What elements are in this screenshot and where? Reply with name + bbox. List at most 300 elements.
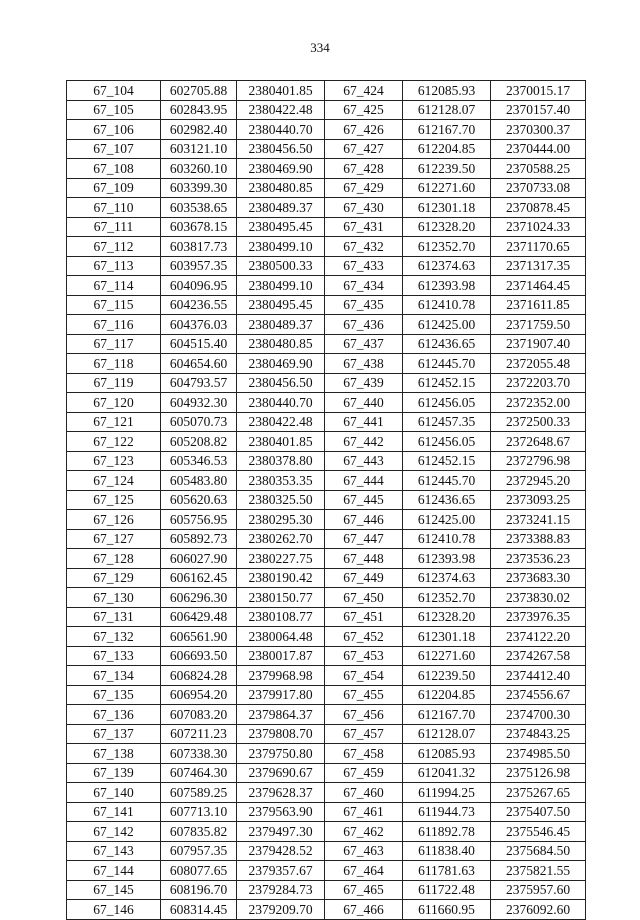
table-row (67, 490, 586, 510)
x-coord-cell: 606162.45 (161, 568, 237, 588)
x-coord-cell: 607338.30 (161, 744, 237, 764)
point-id-cell: 67_466 (325, 900, 403, 920)
y-coord-cell: 2375821.55 (491, 861, 586, 881)
x-coord-cell: 612456.05 (403, 393, 491, 413)
y-coord-cell: 2375126.98 (491, 763, 586, 783)
point-id-cell: 67_127 (67, 529, 161, 549)
table-row (67, 783, 586, 803)
point-id-cell: 67_130 (67, 588, 161, 608)
x-coord-cell: 612301.18 (403, 198, 491, 218)
x-coord-cell: 602843.95 (161, 100, 237, 120)
x-coord-cell: 612271.60 (403, 646, 491, 666)
point-id-cell: 67_141 (67, 802, 161, 822)
table-row (67, 549, 586, 569)
x-coord-cell: 607083.20 (161, 705, 237, 725)
point-id-cell: 67_443 (325, 451, 403, 471)
y-coord-cell: 2379209.70 (237, 900, 325, 920)
point-id-cell: 67_123 (67, 451, 161, 471)
x-coord-cell: 606429.48 (161, 607, 237, 627)
x-coord-cell: 612204.85 (403, 139, 491, 159)
point-id-cell: 67_124 (67, 471, 161, 491)
y-coord-cell: 2380262.70 (237, 529, 325, 549)
point-id-cell: 67_119 (67, 373, 161, 393)
point-id-cell: 67_126 (67, 510, 161, 530)
table-row (67, 81, 586, 101)
x-coord-cell: 612374.63 (403, 256, 491, 276)
point-id-cell: 67_120 (67, 393, 161, 413)
x-coord-cell: 612445.70 (403, 354, 491, 374)
x-coord-cell: 604654.60 (161, 354, 237, 374)
point-id-cell: 67_440 (325, 393, 403, 413)
y-coord-cell: 2372648.67 (491, 432, 586, 452)
y-coord-cell: 2380378.80 (237, 451, 325, 471)
page-number: 334 (310, 40, 330, 55)
x-coord-cell: 606296.30 (161, 588, 237, 608)
y-coord-cell: 2374843.25 (491, 724, 586, 744)
x-coord-cell: 604932.30 (161, 393, 237, 413)
x-coord-cell: 611944.73 (403, 802, 491, 822)
point-id-cell: 67_144 (67, 861, 161, 881)
x-coord-cell: 606954.20 (161, 685, 237, 705)
point-id-cell: 67_434 (325, 276, 403, 296)
x-coord-cell: 612167.70 (403, 705, 491, 725)
y-coord-cell: 2370444.00 (491, 139, 586, 159)
x-coord-cell: 611781.63 (403, 861, 491, 881)
x-coord-cell: 612457.35 (403, 412, 491, 432)
point-id-cell: 67_460 (325, 783, 403, 803)
table-row (67, 315, 586, 335)
x-coord-cell: 612041.32 (403, 763, 491, 783)
point-id-cell: 67_132 (67, 627, 161, 647)
y-coord-cell: 2379917.80 (237, 685, 325, 705)
x-coord-cell: 612128.07 (403, 724, 491, 744)
y-coord-cell: 2370157.40 (491, 100, 586, 120)
point-id-cell: 67_433 (325, 256, 403, 276)
y-coord-cell: 2375546.45 (491, 822, 586, 842)
point-id-cell: 67_447 (325, 529, 403, 549)
x-coord-cell: 608077.65 (161, 861, 237, 881)
table-row (67, 510, 586, 530)
table-row (67, 802, 586, 822)
y-coord-cell: 2374556.67 (491, 685, 586, 705)
x-coord-cell: 607589.25 (161, 783, 237, 803)
x-coord-cell: 605208.82 (161, 432, 237, 452)
point-id-cell: 67_432 (325, 237, 403, 257)
table-row (67, 744, 586, 764)
y-coord-cell: 2375684.50 (491, 841, 586, 861)
x-coord-cell: 612085.93 (403, 744, 491, 764)
x-coord-cell: 612328.20 (403, 607, 491, 627)
table-row (67, 685, 586, 705)
y-coord-cell: 2372945.20 (491, 471, 586, 491)
x-coord-cell: 607835.82 (161, 822, 237, 842)
y-coord-cell: 2379284.73 (237, 880, 325, 900)
y-coord-cell: 2373683.30 (491, 568, 586, 588)
x-coord-cell: 612425.00 (403, 510, 491, 530)
y-coord-cell: 2380325.50 (237, 490, 325, 510)
table-row (67, 705, 586, 725)
y-coord-cell: 2374700.30 (491, 705, 586, 725)
y-coord-cell: 2379808.70 (237, 724, 325, 744)
table-row (67, 900, 586, 920)
table-row (67, 568, 586, 588)
x-coord-cell: 612410.78 (403, 529, 491, 549)
table-row (67, 822, 586, 842)
point-id-cell: 67_451 (325, 607, 403, 627)
y-coord-cell: 2371759.50 (491, 315, 586, 335)
point-id-cell: 67_134 (67, 666, 161, 686)
point-id-cell: 67_135 (67, 685, 161, 705)
x-coord-cell: 612128.07 (403, 100, 491, 120)
y-coord-cell: 2379428.52 (237, 841, 325, 861)
y-coord-cell: 2380456.50 (237, 373, 325, 393)
table-row (67, 217, 586, 237)
point-id-cell: 67_446 (325, 510, 403, 530)
point-id-cell: 67_458 (325, 744, 403, 764)
y-coord-cell: 2380295.30 (237, 510, 325, 530)
table-row (67, 588, 586, 608)
point-id-cell: 67_463 (325, 841, 403, 861)
point-id-cell: 67_117 (67, 334, 161, 354)
coordinates-table-body (67, 81, 586, 920)
x-coord-cell: 605483.80 (161, 471, 237, 491)
y-coord-cell: 2372203.70 (491, 373, 586, 393)
point-id-cell: 67_122 (67, 432, 161, 452)
table-row (67, 237, 586, 257)
y-coord-cell: 2379497.30 (237, 822, 325, 842)
x-coord-cell: 612085.93 (403, 81, 491, 101)
point-id-cell: 67_142 (67, 822, 161, 842)
y-coord-cell: 2380456.50 (237, 139, 325, 159)
x-coord-cell: 606027.90 (161, 549, 237, 569)
point-id-cell: 67_145 (67, 880, 161, 900)
point-id-cell: 67_104 (67, 81, 161, 101)
table-row (67, 880, 586, 900)
point-id-cell: 67_435 (325, 295, 403, 315)
table-row (67, 841, 586, 861)
y-coord-cell: 2380227.75 (237, 549, 325, 569)
x-coord-cell: 602705.88 (161, 81, 237, 101)
x-coord-cell: 612239.50 (403, 666, 491, 686)
point-id-cell: 67_139 (67, 763, 161, 783)
table-row (67, 256, 586, 276)
y-coord-cell: 2380495.45 (237, 217, 325, 237)
x-coord-cell: 608196.70 (161, 880, 237, 900)
y-coord-cell: 2370588.25 (491, 159, 586, 179)
x-coord-cell: 611722.48 (403, 880, 491, 900)
point-id-cell: 67_105 (67, 100, 161, 120)
table-row (67, 451, 586, 471)
point-id-cell: 67_143 (67, 841, 161, 861)
x-coord-cell: 606824.28 (161, 666, 237, 686)
y-coord-cell: 2380489.37 (237, 198, 325, 218)
point-id-cell: 67_137 (67, 724, 161, 744)
y-coord-cell: 2372055.48 (491, 354, 586, 374)
point-id-cell: 67_111 (67, 217, 161, 237)
y-coord-cell: 2380401.85 (237, 432, 325, 452)
point-id-cell: 67_116 (67, 315, 161, 335)
point-id-cell: 67_448 (325, 549, 403, 569)
point-id-cell: 67_454 (325, 666, 403, 686)
table-row (67, 276, 586, 296)
table-row (67, 373, 586, 393)
x-coord-cell: 612452.15 (403, 373, 491, 393)
x-coord-cell: 603399.30 (161, 178, 237, 198)
y-coord-cell: 2373241.15 (491, 510, 586, 530)
x-coord-cell: 612271.60 (403, 178, 491, 198)
table-row (67, 334, 586, 354)
y-coord-cell: 2380500.33 (237, 256, 325, 276)
y-coord-cell: 2379357.67 (237, 861, 325, 881)
x-coord-cell: 604376.03 (161, 315, 237, 335)
x-coord-cell: 604096.95 (161, 276, 237, 296)
table-row (67, 198, 586, 218)
x-coord-cell: 604515.40 (161, 334, 237, 354)
y-coord-cell: 2376092.60 (491, 900, 586, 920)
point-id-cell: 67_456 (325, 705, 403, 725)
table-row (67, 607, 586, 627)
point-id-cell: 67_430 (325, 198, 403, 218)
x-coord-cell: 612436.65 (403, 490, 491, 510)
point-id-cell: 67_129 (67, 568, 161, 588)
table-row (67, 627, 586, 647)
point-id-cell: 67_457 (325, 724, 403, 744)
y-coord-cell: 2379628.37 (237, 783, 325, 803)
coordinates-table (66, 80, 586, 920)
y-coord-cell: 2371170.65 (491, 237, 586, 257)
point-id-cell: 67_118 (67, 354, 161, 374)
x-coord-cell: 607464.30 (161, 763, 237, 783)
point-id-cell: 67_429 (325, 178, 403, 198)
x-coord-cell: 607713.10 (161, 802, 237, 822)
x-coord-cell: 603817.73 (161, 237, 237, 257)
y-coord-cell: 2380064.48 (237, 627, 325, 647)
x-coord-cell: 612410.78 (403, 295, 491, 315)
x-coord-cell: 612436.65 (403, 334, 491, 354)
x-coord-cell: 603260.10 (161, 159, 237, 179)
x-coord-cell: 612167.70 (403, 120, 491, 140)
point-id-cell: 67_114 (67, 276, 161, 296)
y-coord-cell: 2379864.37 (237, 705, 325, 725)
y-coord-cell: 2380469.90 (237, 354, 325, 374)
point-id-cell: 67_121 (67, 412, 161, 432)
point-id-cell: 67_431 (325, 217, 403, 237)
point-id-cell: 67_107 (67, 139, 161, 159)
y-coord-cell: 2380480.85 (237, 178, 325, 198)
point-id-cell: 67_437 (325, 334, 403, 354)
table-row (67, 471, 586, 491)
y-coord-cell: 2380469.90 (237, 159, 325, 179)
y-coord-cell: 2370733.08 (491, 178, 586, 198)
point-id-cell: 67_459 (325, 763, 403, 783)
y-coord-cell: 2373093.25 (491, 490, 586, 510)
point-id-cell: 67_439 (325, 373, 403, 393)
point-id-cell: 67_112 (67, 237, 161, 257)
y-coord-cell: 2372352.00 (491, 393, 586, 413)
point-id-cell: 67_106 (67, 120, 161, 140)
point-id-cell: 67_146 (67, 900, 161, 920)
x-coord-cell: 612452.15 (403, 451, 491, 471)
y-coord-cell: 2373536.23 (491, 549, 586, 569)
point-id-cell: 67_450 (325, 588, 403, 608)
x-coord-cell: 606693.50 (161, 646, 237, 666)
x-coord-cell: 612374.63 (403, 568, 491, 588)
y-coord-cell: 2370878.45 (491, 198, 586, 218)
table-row (67, 178, 586, 198)
x-coord-cell: 612204.85 (403, 685, 491, 705)
x-coord-cell: 602982.40 (161, 120, 237, 140)
x-coord-cell: 612393.98 (403, 549, 491, 569)
x-coord-cell: 603678.15 (161, 217, 237, 237)
y-coord-cell: 2374985.50 (491, 744, 586, 764)
point-id-cell: 67_453 (325, 646, 403, 666)
x-coord-cell: 612352.70 (403, 588, 491, 608)
x-coord-cell: 608314.45 (161, 900, 237, 920)
point-id-cell: 67_138 (67, 744, 161, 764)
point-id-cell: 67_131 (67, 607, 161, 627)
point-id-cell: 67_461 (325, 802, 403, 822)
table-row (67, 393, 586, 413)
point-id-cell: 67_110 (67, 198, 161, 218)
table-row (67, 646, 586, 666)
point-id-cell: 67_442 (325, 432, 403, 452)
y-coord-cell: 2379563.90 (237, 802, 325, 822)
point-id-cell: 67_109 (67, 178, 161, 198)
y-coord-cell: 2380495.45 (237, 295, 325, 315)
table-row (67, 295, 586, 315)
x-coord-cell: 612393.98 (403, 276, 491, 296)
x-coord-cell: 605892.73 (161, 529, 237, 549)
y-coord-cell: 2373976.35 (491, 607, 586, 627)
x-coord-cell: 605070.73 (161, 412, 237, 432)
table-row (67, 120, 586, 140)
y-coord-cell: 2371464.45 (491, 276, 586, 296)
table-row (67, 159, 586, 179)
table-row (67, 354, 586, 374)
x-coord-cell: 605756.95 (161, 510, 237, 530)
y-coord-cell: 2380422.48 (237, 100, 325, 120)
x-coord-cell: 612425.00 (403, 315, 491, 335)
point-id-cell: 67_438 (325, 354, 403, 374)
point-id-cell: 67_136 (67, 705, 161, 725)
point-id-cell: 67_427 (325, 139, 403, 159)
point-id-cell: 67_444 (325, 471, 403, 491)
y-coord-cell: 2379690.67 (237, 763, 325, 783)
y-coord-cell: 2380017.87 (237, 646, 325, 666)
y-coord-cell: 2371907.40 (491, 334, 586, 354)
y-coord-cell: 2372500.33 (491, 412, 586, 432)
point-id-cell: 67_462 (325, 822, 403, 842)
y-coord-cell: 2375267.65 (491, 783, 586, 803)
point-id-cell: 67_441 (325, 412, 403, 432)
point-id-cell: 67_445 (325, 490, 403, 510)
y-coord-cell: 2370300.37 (491, 120, 586, 140)
y-coord-cell: 2380422.48 (237, 412, 325, 432)
point-id-cell: 67_425 (325, 100, 403, 120)
point-id-cell: 67_115 (67, 295, 161, 315)
y-coord-cell: 2380353.35 (237, 471, 325, 491)
table-row (67, 666, 586, 686)
point-id-cell: 67_108 (67, 159, 161, 179)
x-coord-cell: 612239.50 (403, 159, 491, 179)
x-coord-cell: 611994.25 (403, 783, 491, 803)
y-coord-cell: 2380440.70 (237, 393, 325, 413)
point-id-cell: 67_125 (67, 490, 161, 510)
y-coord-cell: 2372796.98 (491, 451, 586, 471)
x-coord-cell: 603957.35 (161, 256, 237, 276)
y-coord-cell: 2374412.40 (491, 666, 586, 686)
x-coord-cell: 607957.35 (161, 841, 237, 861)
y-coord-cell: 2380499.10 (237, 237, 325, 257)
x-coord-cell: 603538.65 (161, 198, 237, 218)
x-coord-cell: 605346.53 (161, 451, 237, 471)
point-id-cell: 67_452 (325, 627, 403, 647)
x-coord-cell: 612328.20 (403, 217, 491, 237)
x-coord-cell: 606561.90 (161, 627, 237, 647)
table-row (67, 412, 586, 432)
y-coord-cell: 2370015.17 (491, 81, 586, 101)
point-id-cell: 67_428 (325, 159, 403, 179)
x-coord-cell: 604793.57 (161, 373, 237, 393)
y-coord-cell: 2373830.02 (491, 588, 586, 608)
table-row (67, 724, 586, 744)
table-row (67, 529, 586, 549)
y-coord-cell: 2380108.77 (237, 607, 325, 627)
x-coord-cell: 611660.95 (403, 900, 491, 920)
x-coord-cell: 604236.55 (161, 295, 237, 315)
table-row (67, 432, 586, 452)
table-row (67, 763, 586, 783)
x-coord-cell: 612352.70 (403, 237, 491, 257)
point-id-cell: 67_455 (325, 685, 403, 705)
y-coord-cell: 2374122.20 (491, 627, 586, 647)
y-coord-cell: 2371317.35 (491, 256, 586, 276)
x-coord-cell: 612456.05 (403, 432, 491, 452)
y-coord-cell: 2379750.80 (237, 744, 325, 764)
x-coord-cell: 605620.63 (161, 490, 237, 510)
point-id-cell: 67_424 (325, 81, 403, 101)
y-coord-cell: 2374267.58 (491, 646, 586, 666)
point-id-cell: 67_464 (325, 861, 403, 881)
point-id-cell: 67_113 (67, 256, 161, 276)
y-coord-cell: 2380440.70 (237, 120, 325, 140)
x-coord-cell: 607211.23 (161, 724, 237, 744)
y-coord-cell: 2380150.77 (237, 588, 325, 608)
x-coord-cell: 603121.10 (161, 139, 237, 159)
y-coord-cell: 2380499.10 (237, 276, 325, 296)
point-id-cell: 67_426 (325, 120, 403, 140)
y-coord-cell: 2375407.50 (491, 802, 586, 822)
y-coord-cell: 2375957.60 (491, 880, 586, 900)
point-id-cell: 67_436 (325, 315, 403, 335)
point-id-cell: 67_140 (67, 783, 161, 803)
x-coord-cell: 611838.40 (403, 841, 491, 861)
y-coord-cell: 2373388.83 (491, 529, 586, 549)
y-coord-cell: 2379968.98 (237, 666, 325, 686)
x-coord-cell: 611892.78 (403, 822, 491, 842)
point-id-cell: 67_449 (325, 568, 403, 588)
x-coord-cell: 612301.18 (403, 627, 491, 647)
y-coord-cell: 2371611.85 (491, 295, 586, 315)
y-coord-cell: 2380480.85 (237, 334, 325, 354)
y-coord-cell: 2380190.42 (237, 568, 325, 588)
table-row (67, 139, 586, 159)
x-coord-cell: 612445.70 (403, 471, 491, 491)
point-id-cell: 67_128 (67, 549, 161, 569)
point-id-cell: 67_133 (67, 646, 161, 666)
table-row (67, 861, 586, 881)
point-id-cell: 67_465 (325, 880, 403, 900)
